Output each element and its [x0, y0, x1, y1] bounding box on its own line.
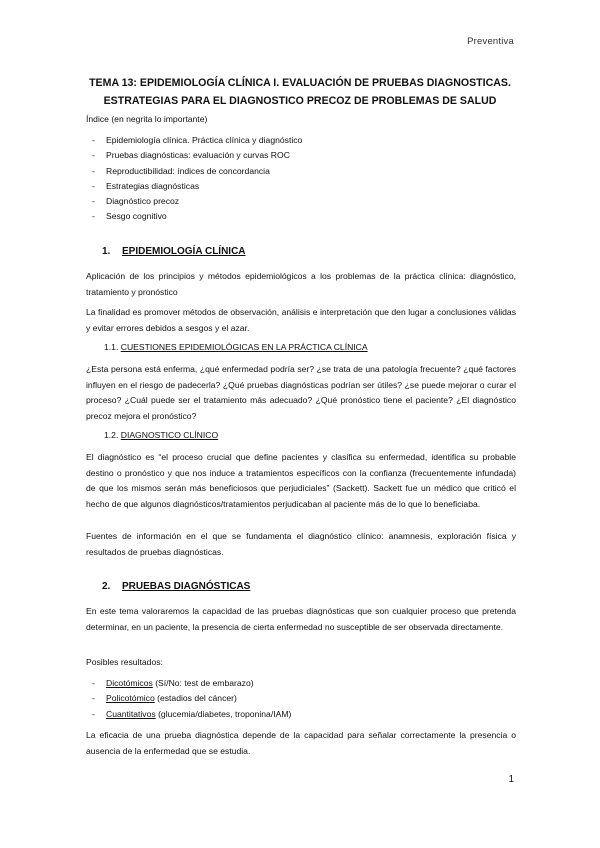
- result-item: [86, 707, 516, 722]
- index-item: - Estrategias diagnósticas: [86, 179, 516, 194]
- index-list: [86, 133, 516, 225]
- index-intro: Índice (en negrita lo importante): [86, 114, 208, 124]
- subsection-1-2-paragraph-2: Fuentes de información en el que se fundamenta el diagnóstico clínico: anamnesis, exploración física y resultados de pruebas diagnósticas.: [86, 531, 516, 557]
- index-item: - Pruebas diagnósticas: evaluación y curvas ROC: [86, 148, 516, 163]
- running-header: Preventiva: [467, 36, 514, 47]
- section-2-paragraph-1: En este tema valoraremos la capacidad de las pruebas diagnósticas que son cualquier proceso que pretenda determinar, en un paciente, la presencia de cierta enfermedad no susceptible de ser observada directamente.: [86, 606, 516, 632]
- document-title: [60, 74, 540, 110]
- section-1-paragraph-2: La finalidad es promover métodos de observación, análisis e interpretación que den lugar a conclusiones válidas y evitar errores debidos a sesgos y el azar.: [86, 307, 516, 333]
- result-term: Dicotómicos: [106, 678, 153, 688]
- section-2-paragraph-2: La eficacia de una prueba diagnóstica depende de la capacidad para señalar correctamente la presencia o ausencia de la enfermedad que se estudia.: [86, 730, 516, 756]
- title-line-2: ESTRATEGIAS PARA EL DIAGNOSTICO PRECOZ DE PROBLEMAS DE SALUD: [103, 95, 497, 107]
- results-list: [86, 676, 516, 722]
- section-2-heading: [102, 581, 250, 592]
- section-1-heading: [102, 246, 246, 257]
- subsection-1-2-paragraph-1: El diagnóstico es “el proceso crucial que define pacientes y clasifica su enfermedad, identifica su probable destino o pronóstico y que nos induce a tratamientos específicos con la confianza (frecuentemente infundada) de que los mismos serán más beneficiosos que perjudiciales” (Sackett). Sackett fue un médico que criticó el hecho de que algunos diagnósticos/tratamientos perjudicaban al paciente más de lo que lo beneficiaba.: [86, 452, 516, 509]
- result-item: [86, 691, 516, 706]
- results-list-container: [86, 676, 516, 722]
- index-list-container: [86, 133, 516, 225]
- section-1-paragraph-1: Aplicación de los principios y métodos epidemiológicos a los problemas de la práctica clínica: diagnóstico, tratamiento y pronóstico: [86, 271, 516, 297]
- subsection-1-2-heading: [104, 430, 218, 440]
- index-item: - Sesgo cognitivo: [86, 209, 516, 224]
- index-item: - Diagnóstico precoz: [86, 194, 516, 209]
- subsection-1-1-title: CUESTIONES EPIDEMIOLÓGICAS EN LA PRÁCTICA CLÍNICA: [120, 342, 368, 352]
- subsection-1-1-heading: [104, 342, 368, 352]
- section-1-title: EPIDEMIOLOGÍA CLÍNICA: [122, 246, 246, 257]
- subsection-1-2-title: DIAGNOSTICO CLÍNICO: [120, 430, 219, 440]
- section-1-number: 1.: [102, 246, 111, 257]
- result-detail: (estadios del cáncer): [154, 693, 237, 704]
- subsection-1-1-paragraph: ¿Esta persona está enferma, ¿qué enfermedad podría ser? ¿se trata de una patología frecuente? ¿qué factores influyen en el riesgo de padecerla? ¿Qué pruebas diagnósticas podrían ser útiles? ¿se puede mejorar o curar el proceso? ¿Cuál puede ser el tratamiento más adecuado? ¿Qué pronóstico tiene el paciente? ¿El diagnóstico precoz mejora el pronóstico?: [86, 364, 516, 421]
- result-detail: (glucemia/diabetes, troponina/IAM): [155, 708, 292, 719]
- index-item: - Reproductibilidad: índices de concordancia: [86, 164, 516, 179]
- result-detail: (Sí/No: test de embarazo): [152, 678, 254, 688]
- subsection-1-2-number: 1.2.: [104, 430, 119, 440]
- result-term: Policotómico: [106, 693, 155, 704]
- section-2-number: 2.: [102, 581, 111, 592]
- result-term: Cuantitativos: [106, 708, 156, 719]
- section-2-title: PRUEBAS DIAGNÓSTICAS: [122, 581, 251, 592]
- results-label: Posibles resultados:: [86, 657, 163, 667]
- subsection-1-1-number: 1.1.: [104, 342, 119, 352]
- page-number: 1: [508, 774, 514, 785]
- index-item: - Epidemiología clínica. Práctica clínica y diagnóstico: [86, 133, 516, 148]
- result-item: [86, 676, 516, 691]
- title-line-1: TEMA 13: EPIDEMIOLOGÍA CLÍNICA I. EVALUACIÓN DE PRUEBAS DIAGNOSTICAS.: [89, 77, 511, 89]
